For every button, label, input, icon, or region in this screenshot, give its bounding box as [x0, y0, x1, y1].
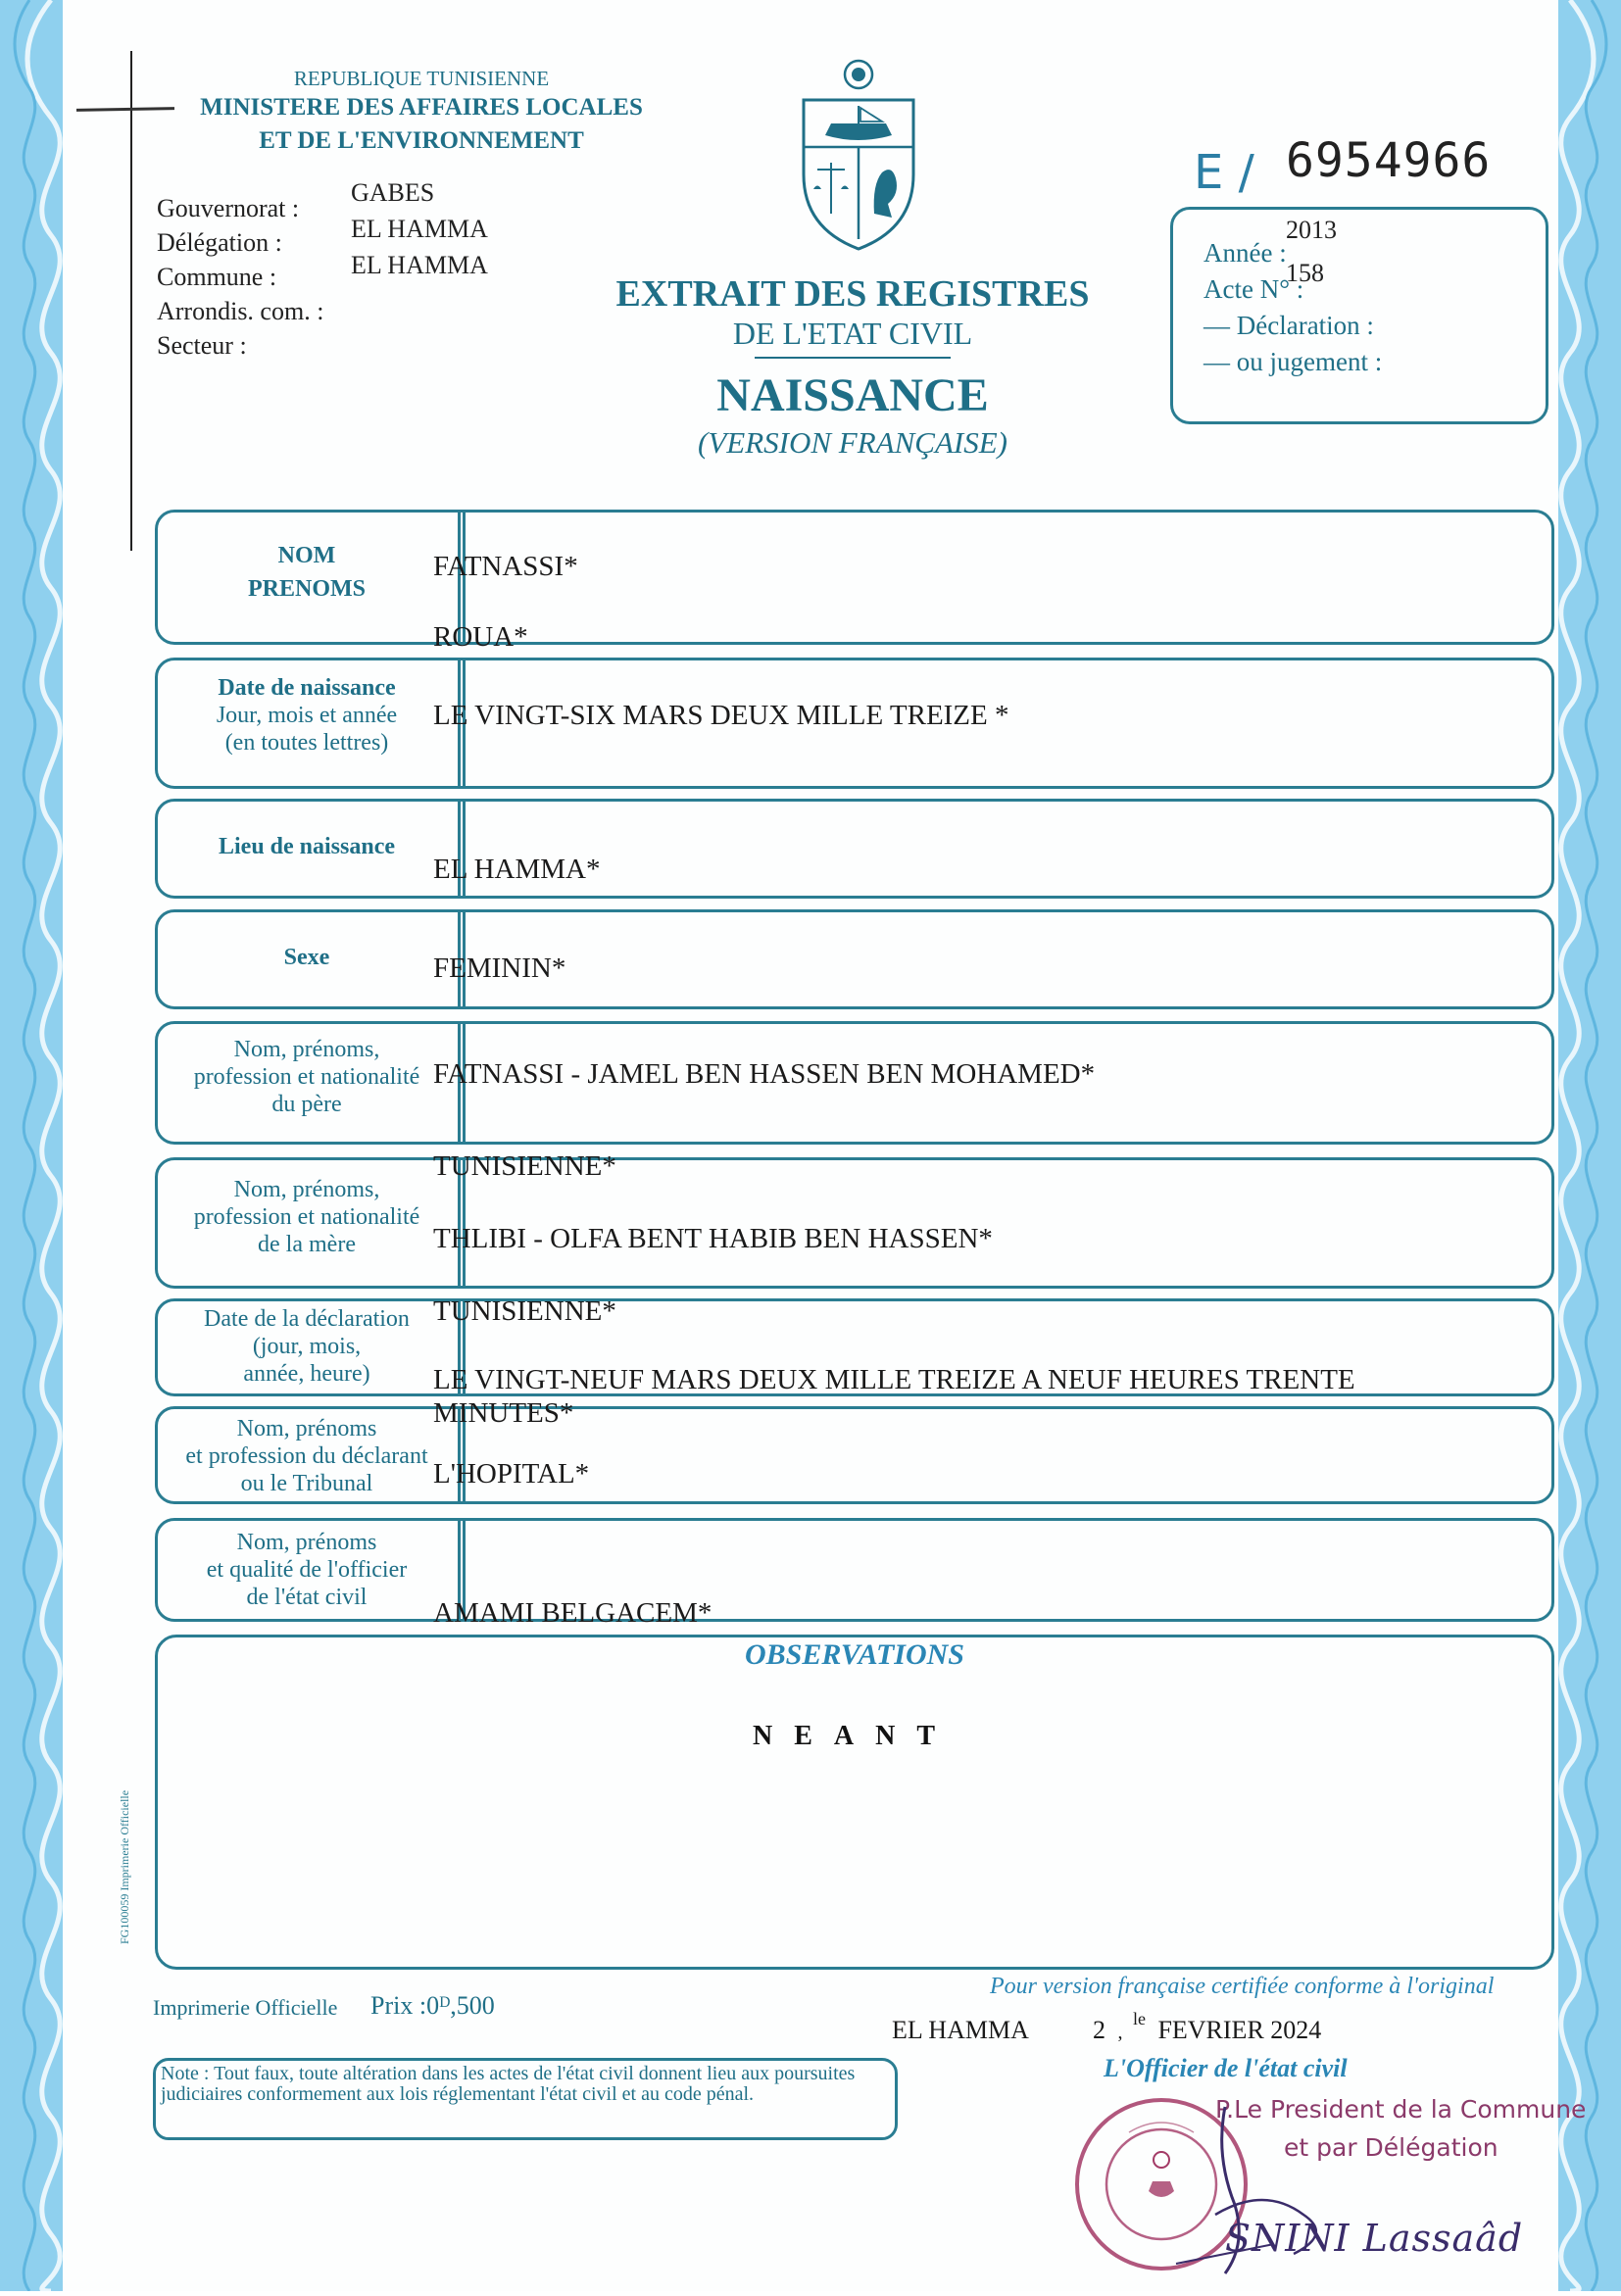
value-officier: AMAMI BELGACEM*: [433, 1597, 712, 1629]
title-version: (VERSION FRANÇAISE): [698, 425, 1007, 460]
delegation-line-2: et par Délégation: [1284, 2133, 1498, 2162]
label-declaration: [157, 1305, 457, 1388]
label-mere-2: profession et nationalité: [193, 1204, 420, 1230]
admin-values: [351, 174, 488, 283]
gouvernorat-value: GABES: [351, 178, 435, 207]
observations-box: [155, 1635, 1554, 1970]
acte-number-value: 158: [1286, 259, 1324, 287]
jugement-label: — ou jugement :: [1203, 347, 1383, 376]
value-declaration-2: MINUTES*: [433, 1397, 574, 1429]
annee-value: 2013: [1286, 216, 1337, 244]
label-declaration-1: Date de la déclaration: [204, 1306, 410, 1332]
commune-label: Commune :: [157, 263, 277, 291]
delegation-label: Délégation :: [157, 228, 282, 257]
legal-note: Note : Tout faux, toute altération dans les actes de l'état civil donnent lieu aux poursuites judiciaires conformement aux lois réglementant l'état civil et au code pénal.: [161, 2063, 856, 2105]
admin-labels: [157, 191, 323, 363]
left-security-border: [0, 0, 63, 2291]
date-separator: ,: [1117, 2022, 1123, 2043]
label-declarant: [157, 1415, 457, 1497]
date-day: 2: [1092, 2016, 1105, 2044]
coat-of-arms-icon: [790, 57, 927, 253]
title-naissance: NAISSANCE: [716, 369, 989, 421]
label-mere-1: Nom, prénoms,: [233, 1177, 380, 1202]
document-title: [549, 272, 1156, 463]
annee-label: Année :: [1203, 238, 1287, 268]
label-pere-2: profession et nationalité: [193, 1064, 420, 1090]
value-date-naissance: LE VINGT-SIX MARS DEUX MILLE TREIZE *: [433, 700, 1009, 731]
value-declarant: L'HOPITAL*: [433, 1458, 590, 1490]
printer-name: Imprimerie Officielle: [153, 1995, 338, 2020]
label-mere: [157, 1176, 457, 1258]
issuing-authority: [157, 67, 686, 158]
label-declaration-2: (jour, mois,: [252, 1334, 362, 1359]
ministry-line-1: MINISTERE DES AFFAIRES LOCALES: [200, 94, 643, 121]
label-officier-1: Nom, prénoms: [236, 1530, 377, 1555]
price: Prix :0ᴰ,500: [370, 1991, 495, 2020]
label-date-naissance: [157, 674, 457, 757]
label-pere-3: du père: [271, 1092, 342, 1117]
declaration-label: — Déclaration :: [1203, 311, 1374, 340]
label-date-naissance-1: Date de naissance: [218, 675, 396, 701]
gouvernorat-label: Gouvernorat :: [157, 194, 300, 222]
place-and-date: [892, 2009, 1322, 2045]
place: EL HAMMA: [892, 2016, 1028, 2044]
serial-number: 6954966: [1286, 133, 1492, 188]
label-mere-3: de la mère: [258, 1232, 356, 1257]
value-declaration-1: LE VINGT-NEUF MARS DEUX MILLE TREIZE A NEUF HEURES TRENTE: [433, 1364, 1355, 1395]
date-le: le: [1132, 2009, 1146, 2028]
secteur-label: Secteur :: [157, 331, 247, 360]
officer-title: L'Officier de l'état civil: [1104, 2054, 1348, 2082]
commune-value: EL HAMMA: [351, 251, 488, 279]
label-prenoms: PRENOMS: [248, 576, 366, 602]
title-line-2: DE L'ETAT CIVIL: [732, 316, 973, 351]
observations-content: NEANT: [752, 1721, 957, 1751]
label-officier-2: et qualité de l'officier: [206, 1557, 408, 1583]
side-print-code: FG100059 Imprimerie Officielle: [118, 1789, 131, 1944]
republic-name: REPUBLIQUE TUNISIENNE: [293, 67, 550, 90]
label-nom: NOM: [277, 543, 336, 568]
right-security-border: [1558, 0, 1621, 2291]
title-divider: [755, 357, 951, 359]
value-sexe: FEMININ*: [433, 953, 566, 984]
label-declaration-3: année, heure): [243, 1361, 370, 1387]
label-date-naissance-3: (en toutes lettres): [224, 730, 389, 756]
ministry-line-2: ET DE L'ENVIRONNEMENT: [259, 127, 584, 154]
signatory-name: SNINI Lassaâd: [1225, 2217, 1524, 2260]
margin-rule: [130, 51, 132, 551]
delegation-value: EL HAMMA: [351, 215, 488, 243]
value-nom: FATNASSI*: [433, 551, 578, 582]
observations-title: OBSERVATIONS: [745, 1638, 964, 1671]
label-declarant-2: et profession du déclarant: [185, 1443, 428, 1469]
label-declarant-1: Nom, prénoms: [236, 1416, 377, 1441]
certification-text: Pour version française certifiée conforme à l'original: [990, 1974, 1495, 1999]
value-lieu: EL HAMMA*: [433, 854, 601, 885]
acte-number-label: Acte N° :: [1203, 274, 1304, 304]
value-prenoms: ROUA*: [433, 621, 528, 653]
title-line-1: EXTRAIT DES REGISTRES: [615, 273, 1090, 315]
delegation-line-1: P.Le President de la Commune: [1215, 2095, 1587, 2124]
value-mere: THLIBI - OLFA BENT HABIB BEN HASSEN*: [433, 1223, 993, 1254]
date-month-year: FEVRIER 2024: [1157, 2016, 1322, 2044]
label-lieu: Lieu de naissance: [218, 834, 396, 859]
value-mere-nationalite: TUNISIENNE*: [433, 1295, 616, 1327]
label-officier: [157, 1529, 457, 1611]
value-pere: FATNASSI - JAMEL BEN HASSEN BEN MOHAMED*: [433, 1058, 1096, 1090]
label-sexe: Sexe: [283, 945, 330, 970]
serial-prefix: E /: [1194, 145, 1254, 200]
label-date-naissance-2: Jour, mois et année: [216, 703, 398, 728]
label-pere-1: Nom, prénoms,: [233, 1037, 380, 1062]
acte-labels: [1203, 235, 1382, 380]
value-pere-nationalite: TUNISIENNE*: [433, 1150, 616, 1182]
label-nom-prenoms: [157, 542, 457, 603]
label-officier-3: de l'état civil: [246, 1585, 368, 1610]
label-pere: [157, 1036, 457, 1118]
label-declarant-3: ou le Tribunal: [240, 1471, 373, 1496]
arrondissement-label: Arrondis. com. :: [157, 297, 324, 325]
